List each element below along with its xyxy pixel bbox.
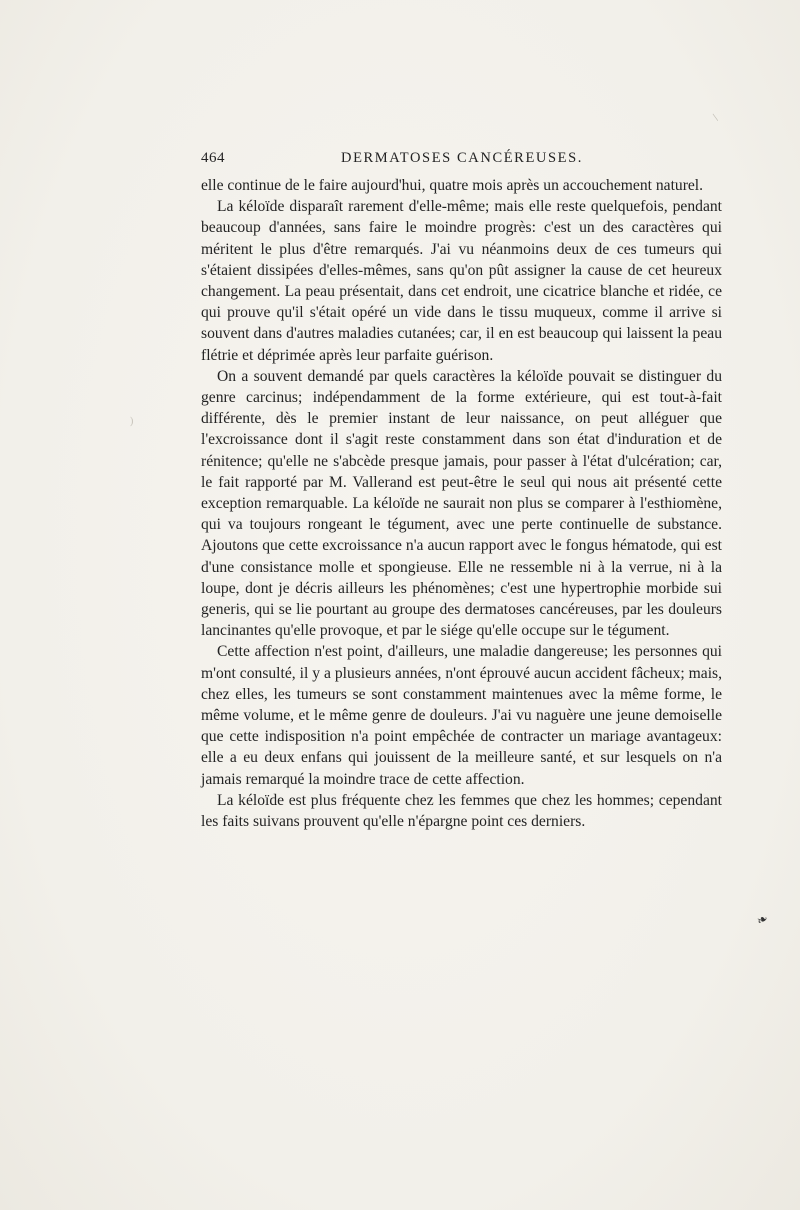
paragraph: elle continue de le faire aujourd'hui, quatre mois après un accouchement naturel. xyxy=(201,177,704,194)
body-text xyxy=(201,175,722,832)
paragraph: La kéloïde est plus fréquente chez les femmes que chez les hommes; cependant les faits suivans prouvent qu'elle n'épargne point ces derniers. xyxy=(201,791,722,831)
pencil-mark-icon: / xyxy=(708,111,722,123)
ink-mark-icon: ❧ xyxy=(754,910,771,929)
margin-mark-icon: ) xyxy=(130,416,134,427)
paragraph: Cette affection n'est point, d'ailleurs, une maladie dangereuse; les personnes qui m'ont consulté, il y a plusieurs années, n'ont éprouvé aucun accident fâcheux; mais, chez elles, les tumeurs se sont constamment maintenues avec la même forme, le même volume, et le même genre de douleurs. J'ai vu naguère une jeune demoiselle que cette indisposition n'a point empêchée de contracter un mariage avantageux: elle a eu deux enfans qui jouissent de la meilleure santé, et sur lesquels on n'a jamais remarqué la moindre trace de cette affection. xyxy=(201,643,722,788)
page-header xyxy=(201,150,722,172)
page-number: 464 xyxy=(201,150,225,166)
paragraph: La kéloïde disparaît rarement d'elle-même; mais elle reste quelquefois, pendant beaucoup d'années, sans faire le moindre progrès: c'est un des caractères qui méritent le plus d'être remarqués. J'ai vu néanmoins deux de ces tumeurs qui s'étaient dissipées d'elles-mêmes, sans qu'on pût assigner la cause de cet heureux changement. La peau présentait, dans cet endroit, une cicatrice blanche et ridée, ce qui prouve qu'il s'était opéré un vide dans le tissu muqueux, comme il arrive si souvent dans d'autres maladies cutanées; car, il en est beaucoup qui laissent la peau flétrie et déprimée après leur parfaite guérison. xyxy=(201,198,722,364)
running-title: DERMATOSES CANCÉREUSES. xyxy=(341,150,583,166)
paragraph: On a souvent demandé par quels caractères la kéloïde pouvait se distinguer du genre carcinus; indépendamment de la forme extérieure, qui est tout-à-fait différente, dès le premier instant de leur naissance, on peut alléguer que l'excroissance dont il s'agit reste constamment dans son état d'induration et de rénitence; qu'elle ne s'abcède presque jamais, pour passer à l'état d'ulcération; car, le fait rapporté par M. Vallerand est peut-être le seul qui nous ait présenté cette exception remarquable. La kéloïde ne saurait non plus se comparer à l'esthiomène, qui va toujours rongeant le tégument, avec une perte continuelle de substance. Ajoutons que cette excroissance n'a aucun rapport avec le fongus hématode, qui est d'une consistance molle et spongieuse. Elle ne ressemble ni à la verrue, ni à la loupe, dont je décris ailleurs les phénomènes; c'est une hypertrophie morbide sui generis, qui se lie pourtant au groupe des dermatoses cancéreuses, par les douleurs lancinantes qu'elle provoque, et par le siége qu'elle occupe sur le tégument. xyxy=(201,367,722,640)
